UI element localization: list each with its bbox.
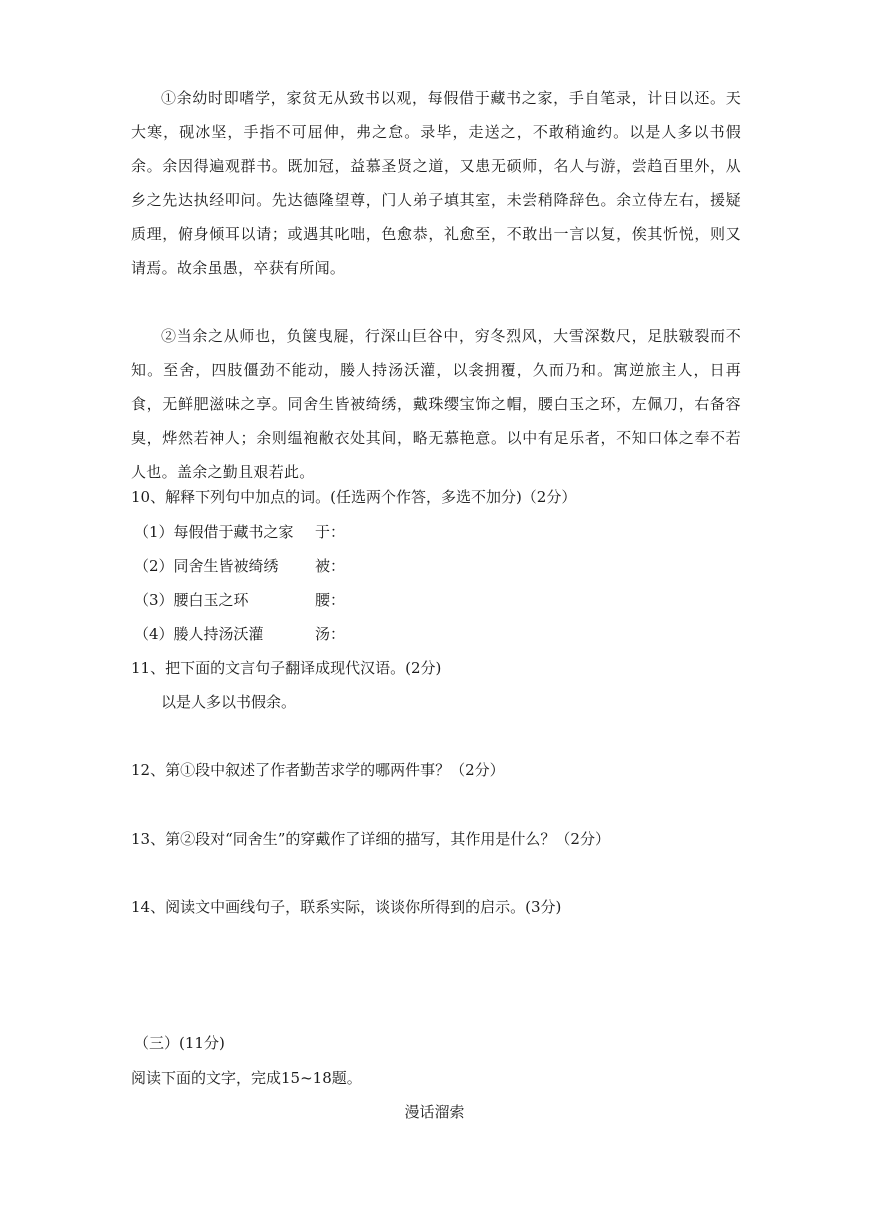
section-3-heading: （三）(11分) [134,1034,225,1052]
question-10-item-4 [134,624,346,644]
passage-paragraph-1 [131,81,741,285]
question-10-item-2 [134,556,346,576]
question-11-title: 11、把下面的文言句子翻译成现代汉语。(2分) [131,659,442,677]
question-10-item-3 [134,590,346,610]
article-title: 漫话溜索 [404,1103,465,1121]
item-word: 被： [315,557,346,575]
section-3-instruction: 阅读下面的文字，完成15~18题。 [131,1069,362,1087]
question-14: 14、阅读文中画线句子，联系实际，谈谈你所得到的启示。(3分) [131,898,562,916]
passage-p1-text: ①余幼时即嗜学，家贫无从致书以观，每假借于藏书之家，手自笔录，计日以还。天大寒，砚冰坚，手指不可屈伸，弗之怠。录毕，走送之，不敢稍逾约。以是人多以书假余。余因得遍观群书。既加冠，益慕圣贤之道，又患无硕师，名人与游，尝趋百里外，从乡之先达执经叩问。先达德隆望尊，门人弟子填其室，未尝稍降辞色。余立侍左右，援疑质理，俯身倾耳以请；或遇其叱咄，色愈恭，礼愈至，不敢出一言以复，俟其忻悦，则又请焉。故余虽愚，卒获有所闻。 [131,89,741,277]
passage-paragraph-2 [131,319,741,489]
item-sentence: （4）媵人持汤沃灌 [134,625,264,643]
passage-p2-text: ②当余之从师也，负箧曳屣，行深山巨谷中，穷冬烈风，大雪深数尺，足肤皲裂而不知。至舍，四肢僵劲不能动，媵人持汤沃灌，以衾拥覆，久而乃和。寓逆旅主人，日再食，无鲜肥滋味之享。同舍生皆被绮绣，戴珠缨宝饰之帽，腰白玉之环，左佩刀，右备容臭，烨然若神人；余则缊袍敝衣处其间，略无慕艳意。以中有足乐者，不知口体之奉不若人也。盖余之勤且艰若此。 [131,327,741,481]
question-11-sentence: 以是人多以书假余。 [161,693,297,711]
item-word: 汤： [315,625,346,643]
question-10-item-1 [134,522,346,542]
item-word: 于： [315,523,346,541]
item-sentence: （2）同舍生皆被绮绣 [134,557,279,575]
question-12: 12、第①段中叙述了作者勤苦求学的哪两件事？（2分） [131,761,505,779]
question-10-title: 10、解释下列句中加点的词。(任选两个作答，多选不加分)（2分） [131,488,577,506]
item-word: 腰： [315,591,346,609]
item-sentence: （3）腰白玉之环 [134,591,249,609]
item-sentence: （1）每假借于藏书之家 [134,523,294,541]
question-13: 13、第②段对“同舍生”的穿戴作了详细的描写，其作用是什么？（2分） [131,830,610,848]
